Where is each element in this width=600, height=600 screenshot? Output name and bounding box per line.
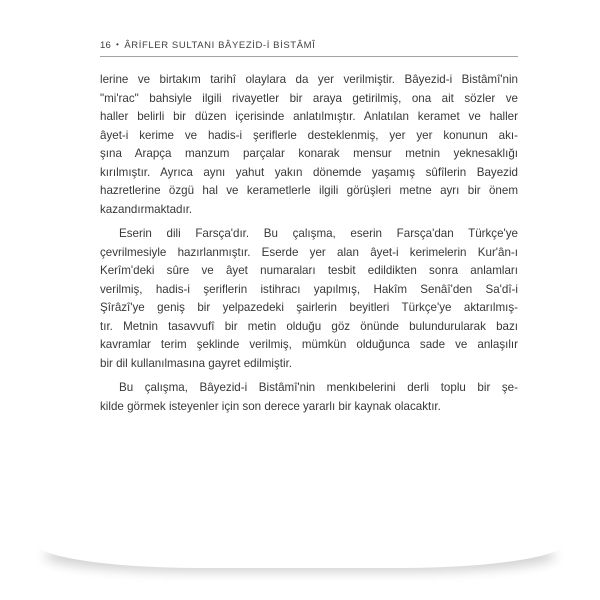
text-line: kavramlar terim şeklinde verilmiş, mümkün olduğunca sade ve anlaşılır: [100, 338, 518, 351]
text-line: tır. Metnin tasavvufî bir metin olduğu göz önünde bulundurularak bazı: [100, 319, 518, 333]
running-head: [100, 40, 518, 51]
page-curl-shadow: [34, 516, 566, 568]
text-line: Bu çalışma, Bâyezid-i Bistâmî'nin menkıbelerini derli toplu bir şe-: [119, 381, 518, 394]
text-line: kilde görmek isteyenler için son derece yararlı bir kaynak olacaktır.: [100, 399, 441, 413]
text-line: bir dil kullanılmasına gayret edilmiştir.: [100, 356, 293, 370]
paragraph: [100, 379, 518, 416]
page-number: 16: [100, 40, 111, 51]
running-title: ÂRİFLER SULTANI BÂYEZİD-İ BİSTÂMÎ: [124, 40, 316, 51]
text-line: "mi'rac" bahsiyle ilgili rivayetler bir araya getirilmiş, ona ait sözler ve: [100, 91, 518, 105]
text-line: verilmiş, hadis-i şeriflerin istihracı yapılmış, Hakîm Senâî'den Sa'dî-i: [100, 282, 518, 296]
text-line: Eserin dili Farsça'dır. Bu çalışma, eserin Farsça'dan Türkçe'ye: [119, 227, 518, 240]
header-rule: [100, 56, 518, 57]
text-line: Kerîm'deki sûre ve âyet numaraları tesbit edildikten sonra anlamları: [100, 264, 518, 277]
text-line: çevrilmesiyle hazırlanmıştır. Eserde yer alan âyet-i kerimelerin Kur'ân-ı: [100, 245, 518, 259]
text-line: şına Arapça manzum parçalar konarak mensur metnin yeknesaklığı: [100, 147, 518, 160]
text-line: hazretlerine özgü hal ve kerametlerle ilgili görüşleri metne ayrı bir önem: [100, 184, 518, 197]
text-line: kazandırmaktadır.: [100, 202, 193, 216]
text-line: haller belirli bir düzen içerisinde anlatılmıştır. Anlatılan keramet ve haller: [100, 110, 518, 123]
paragraph: [100, 225, 518, 373]
text-line: lerine ve birtakım tarihî olaylara da yer verilmiştir. Bâyezid-i Bistâmî'nin: [100, 73, 518, 86]
body-text: [100, 71, 518, 416]
paragraph: [100, 71, 518, 219]
text-line: Şîrâzî'ye geniş bir yelpazedeki şairlerin beyitleri Türkçe'ye aktarılmış-: [100, 301, 518, 314]
text-line: kırılmıştır. Ayrıca aynı yahut yakın dönemde yaşamış sûfîlerin Bayezid: [100, 165, 518, 179]
bullet-separator-icon: •: [115, 40, 120, 49]
text-line: âyet-i kerime ve hadis-i şeriflerle desteklenmiş, yer yer konunun akı-: [100, 128, 518, 142]
